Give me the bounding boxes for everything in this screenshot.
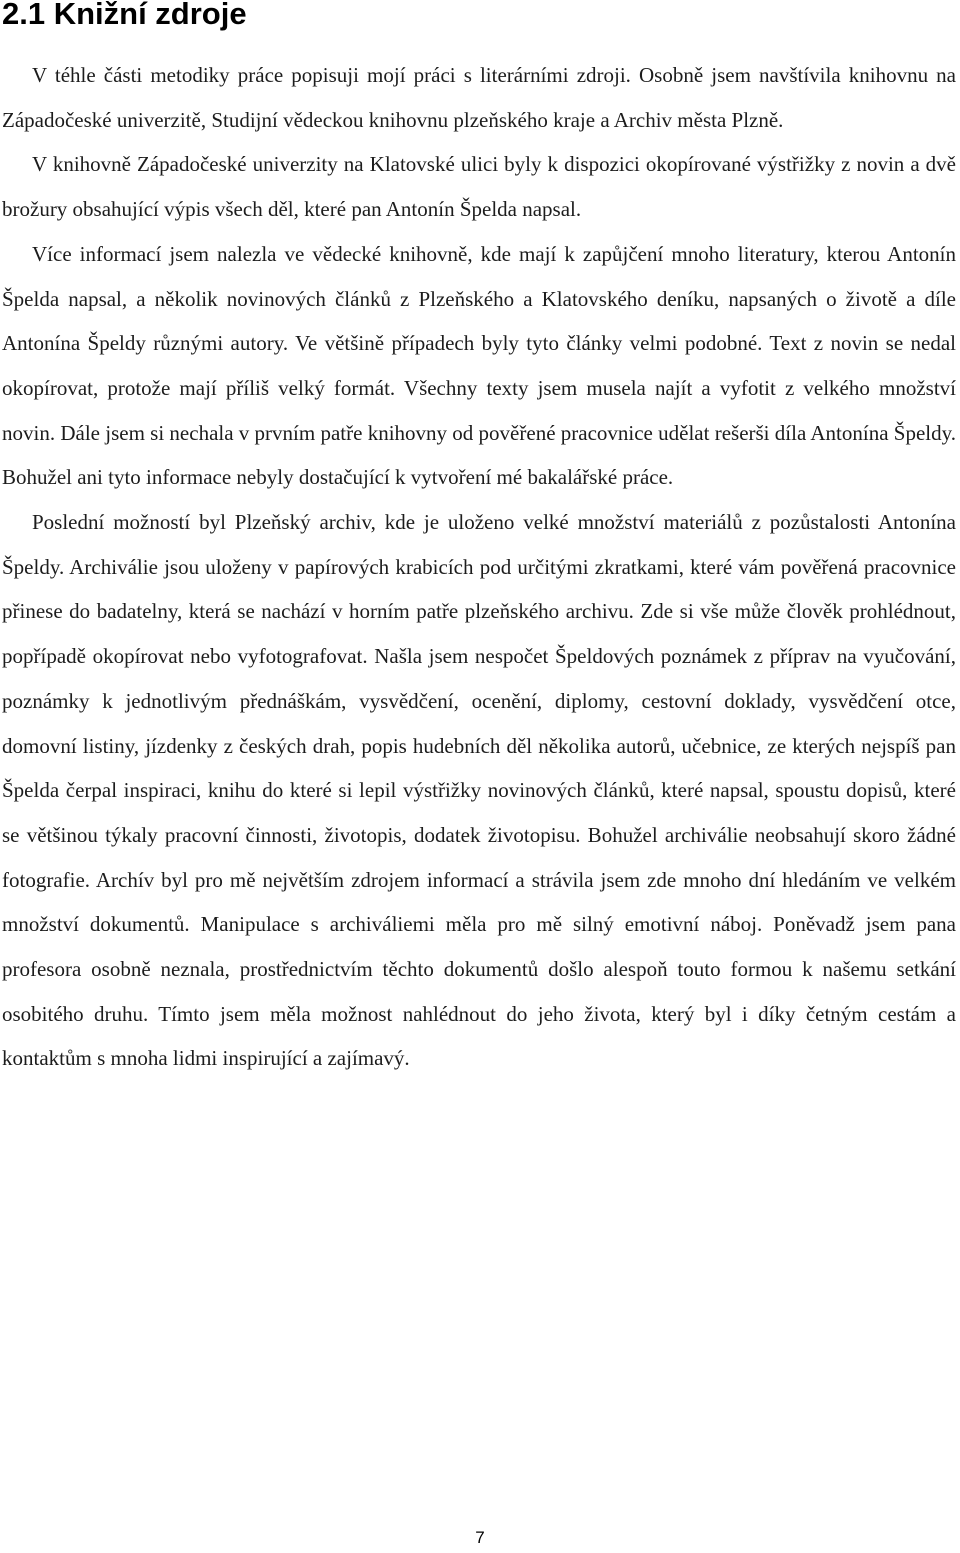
paragraph-scientific-library: Více informací jsem nalezla ve vědecké knihovně, kde mají k zapůjčení mnoho literatury, kterou Antonín Špelda napsal, a několik novinových článků z Plzeňského a Klatovského deníku, napsaných o životě a díle Antonína Špeldy různými autory. Ve většině případech byly tyto články velmi podobné. Text z novin se nedal okopírovat, protože mají příliš velký formát. Všechny texty jsem musela najít a vyfotit z velkého množství novin. Dále jsem si nechala v prvním patře knihovny od pověřené pracovnice udělat rešerši díla Antonína Špeldy. Bohužel ani tyto informace nebyly dostačující k vytvoření mé bakalářské práce. — [2, 241, 956, 490]
section-body — [2, 53, 956, 1081]
paragraph-pilsen-archive: Poslední možností byl Plzeňský archiv, kde je uloženo velké množství materiálů z pozůstalosti Antonína Špeldy. Archiválie jsou uloženy v papírových krabicích pod určitými zkratkami, které vám pověřená pracovnice přinese do badatelny, která se nachází v horním patře plzeňského archivu. Zde si vše může člověk prohlédnout, popřípadě okopírovat nebo vyfotografovat. Našla jsem nespočet Špeldových poznámek z příprav na vyučování, poznámky k jednotlivým přednáškám, vysvědčení, ocenění, diplomy, cestovní doklady, vysvědčení otce, domovní listiny, jízdenky z českých drah, popis hudebních děl několika autorů, učebnice, ze kterých nejspíš pan Špelda čerpal inspiraci, knihu do které si lepil výstřižky novinových článků, které napsal, spoustu dopisů, které se většinou týkaly pracovní činnosti, životopis, dodatek životopisu. Bohužel archiválie neobsahují skoro žádné fotografie. Archív byl pro mě největším zdrojem informací a strávila jsem zde mnoho dní hledáním ve velkém množství dokumentů. Manipulace s archiváliemi měla pro mě silný emotivní náboj. Poněvadž jsem pana profesora osobně neznala, prostřednictvím těchto dokumentů došlo alespoň touto formou k našemu setkání osobitého druhu. Tímto jsem měla možnost nahlédnout do jeho života, který byl i díky četným cestám a kontaktům s mnoha lidmi inspirující a zajímavý. — [2, 510, 956, 1071]
page-number: 7 — [475, 1528, 485, 1547]
paragraph-literary-sources: V téhle části metodiky práce popisuji mojí práci s literárními zdroji. Osobně jsem navštívila knihovnu na Západočeské univerzitě, Studijní vědeckou knihovnu plzeňského kraje a Archiv města Plzně. — [2, 63, 956, 132]
paragraph-university-library: V knihovně Západočeské univerzity na Klatovské ulici byly k dispozici okopírované výstřižky z novin a dvě brožury obsahující výpis všech děl, které pan Antonín Špelda napsal. — [2, 152, 956, 222]
section-heading: 2.1 Knižní zdroje — [2, 0, 247, 31]
